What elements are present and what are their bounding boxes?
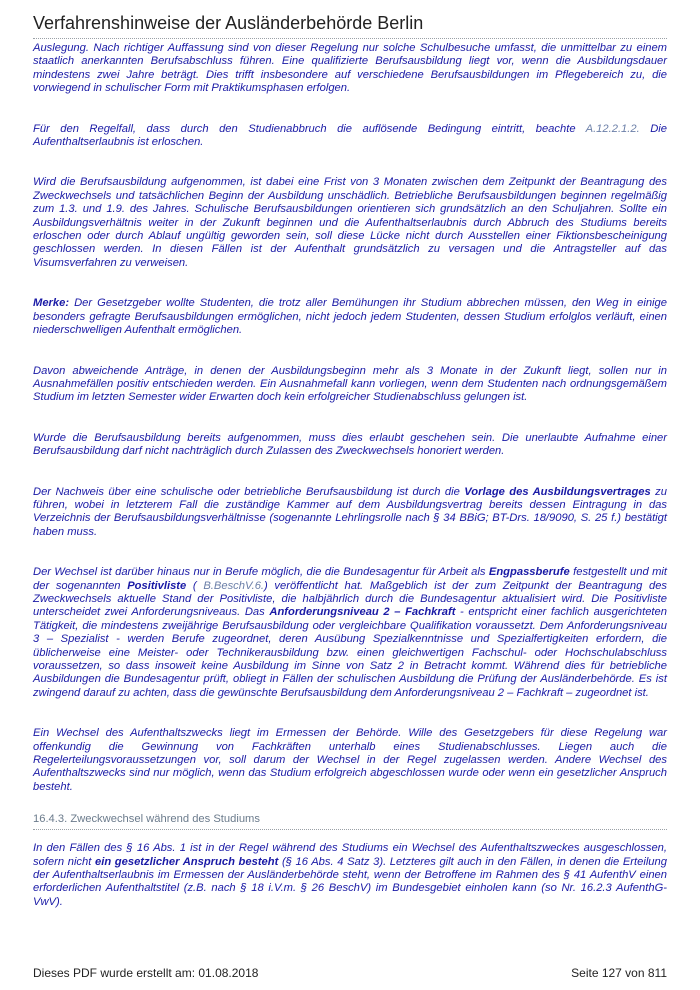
paragraph-16-abs-1 (33, 842, 667, 909)
pdf-created-date: Dieses PDF wurde erstellt am: 01.08.2018 (33, 966, 259, 980)
bold-segment: ein gesetzlicher Anspruch besteht (95, 855, 279, 868)
text-segment: festgestellt und mit der sogenannten (33, 566, 667, 592)
text-segment: Der Gesetzgeber wollte Studenten, die trotz aller Bemühungen ihr Studium abbrechen müssen, den Weg in einige besonders gefragte Berufsausbildungen ermöglichen, nicht jedoch jedem Studenten, dessen Studium erfolglos verläuft, einen niederschwelligen Aufenthalt ermöglichen. (33, 297, 667, 337)
bold-segment: Anforderungsniveau 2 – Fachkraft (269, 606, 456, 619)
bold-segment: Positivliste (127, 579, 187, 592)
text-segment: zu führen, wobei in letzterem Fall die zuständige Kammer auf dem Ausbildungsvertrag bereits dessen Eintragung in das Verzeichnis der Berufsausbildungsverhältnisse (sogenannte Lehrlingsrolle nach § 34 BBiG; BT-Drs. 18/9090, S. 25 f.) bestätigt haben muss. (33, 485, 667, 538)
text-segment: In den Fällen des § 16 Abs. 1 ist in der Regel während des Studiums ein Wechsel des Aufenthaltszweckes ausgeschlossen, sofern nicht (33, 842, 667, 868)
page-number: Seite 127 von 811 (571, 966, 667, 980)
merke-label: Merke: (33, 297, 70, 310)
text-segment: ( (186, 579, 204, 592)
text-segment: Der Wechsel ist darüber hinaus nur in Berufe möglich, die die Bundesagentur für Arbeit als (33, 566, 489, 579)
paragraph-studienabbruch (33, 123, 667, 150)
paragraph-frist: Wird die Berufsausbildung aufgenommen, ist dabei eine Frist von 3 Monaten zwischen dem Zeitpunkt der Beantragung des Zweckwechsels und tatsächlichen Beginn der Ausbildung unschädlich. Betriebliche Berufsausbildungen beginnen regelmäßig zum 1.3. und 1.9. des Jahres. Schulische Berufsausbildungen orientieren sich grundsätzlich an den Schuljahren. Sollte ein Ausbildungsverhältnis weiter in der Zukunft beginnen und die Aufenthaltserlaubnis durch Abbruch des Studiums bereits erloschen oder durch Ablauf ungültig geworden sein, soll diese Lücke nicht durch Ausstellen einer Fiktionsbescheinigung geschlossen werden. In diesen Fällen ist der Aufenthalt grundsätzlich zu versagen und die Antragsteller auf das Visumsverfahren zu verweisen. (33, 176, 667, 269)
paragraph-nachweis (33, 486, 667, 540)
text-segment: Der Nachweis über eine schulische oder betriebliche Berufsausbildung ist durch die (33, 485, 465, 498)
document-body (33, 42, 667, 909)
text-segment: Für den Regelfall, dass durch den Studienabbruch die auflösende Bedingung eintritt, beachte (33, 122, 586, 135)
paragraph-merke (33, 297, 667, 337)
section-heading-16-4-3: 16.4.3. Zweckwechsel während des Studiums (33, 812, 667, 830)
reference-link-beschv6[interactable]: B.BeschV.6. (203, 579, 265, 592)
page-header (33, 12, 667, 39)
bold-segment: Engpassberufe (488, 566, 570, 579)
text-segment: Die Aufenthaltserlaubnis ist erloschen. (33, 122, 667, 149)
paragraph-aufgenommen: Wurde die Berufsausbildung bereits aufgenommen, muss dies erlaubt geschehen sein. Die unerlaubte Aufnahme einer Berufsausbildung darf nicht nachträglich durch Zulassen des Zweckwechsels honoriert werden. (33, 431, 667, 458)
paragraph-abweichende-antraege: Davon abweichende Anträge, in denen der Ausbildungsbeginn mehr als 3 Monate in der Zukunft liegt, sollen nur in Ausnahmefällen positiv entschieden werden. Ein Ausnahmefall kann vorliegen, wenn dem Studenten nach ordnungsgemäßem Studium im letzten Semester wider Erwarten doch kein erfolgreicher Studienabschluss gelungen ist. (33, 364, 667, 404)
document-title: Verfahrenshinweise der Ausländerbehörde Berlin (33, 13, 424, 33)
text-segment: (§ 16 Abs. 4 Satz 3). Letzteres gilt auch in den Fällen, in denen die Erteilung der Aufenthaltserlaubnis im Ermessen der Ausländerbehörde steht, wenn der Betroffene im Rahmen des § 41 AufenthV einen erforderlichen Aufenthaltstitel (z.B. nach § 18 i.V.m. § 26 BeschV) im Bundesgebiet einholen kann (so Nr. 16.2.3 AufenthG- VwV). (33, 855, 667, 908)
page-footer (33, 966, 667, 980)
text-segment: - entspricht einer fachlich ausgerichteten Tätigkeit, die mindestens zweijährige Berufsausbildung oder vergleichbare Qualifikation voraussetzt. Dem Anforderungsniveau 3 – Spezialist - werden Berufe zugeordnet, deren Ausübung Spezialkenntnisse und Spezialfertigkeiten erfordern, die üblicherweise eine Meister- oder Technikerausbildung bzw. einen gleichwertigen Fachschul- oder Hochschulabschluss voraussetzen, so dass insoweit keine Ausbildung im Sinne von Satz 2 in Betracht kommt. Während dies für betriebliche Ausbildungen die Bundesagentur prüft, obliegt in Fällen der schulischen Ausbildung die Prüfung der Ausländerbehörde. Es ist zwingend darauf zu achten, dass die gewünschte Berufsausbildung dem Anforderungsniveau 2 – Fachkraft – zugeordnet ist. (33, 606, 667, 699)
paragraph-ermessen: Ein Wechsel des Aufenthaltszwecks liegt im Ermessen der Behörde. Wille des Gesetzgebers für diese Regelung war offenkundig die Gewinnung von Fachkräften unterhalb eines Studienabschlusses. Liegen auch die Regelerteilungsvoraussetzungen vor, soll darum der Wechsel in der Regel zugelassen werden. Andere Wechsel des Aufenthaltszwecks sind nur möglich, wenn das Studium erfolgreich abgeschlossen wurde oder wenn ein gesetzlicher Anspruch besteht. (33, 727, 667, 793)
text-segment: ) veröffentlicht hat. Maßgeblich ist der zum Zeitpunkt der Beantragung des Zweckwechsels aktuelle Stand der Positivliste, die halbjährlich durch die Bundesagentur aktualisiert wird. Die Positivliste unterscheidet zwei Anforderungsniveaus. Das (33, 579, 668, 619)
reference-link-a12[interactable]: A.12.2.1.2. (585, 122, 640, 135)
paragraph-auslegung: Auslegung. Nach richtiger Auffassung sind von dieser Regelung nur solche Schulbesuche umfasst, die unmittelbar zu einem staatlich anerkannten Berufsabschluss führen. Eine qualifizierte Berufsausbildung liegt vor, wenn die Ausbildungsdauer mindestens zwei Jahre beträgt. Dies trifft insbesondere auf verschiedene Berufsausbildungen im Pflegebereich zu, die vorwiegend in schulischer Form mit Praktikumsphasen erfolgen. (33, 42, 667, 95)
bold-segment: Vorlage des Ausbildungsvertrages (464, 485, 651, 498)
paragraph-engpassberufe (33, 566, 667, 700)
